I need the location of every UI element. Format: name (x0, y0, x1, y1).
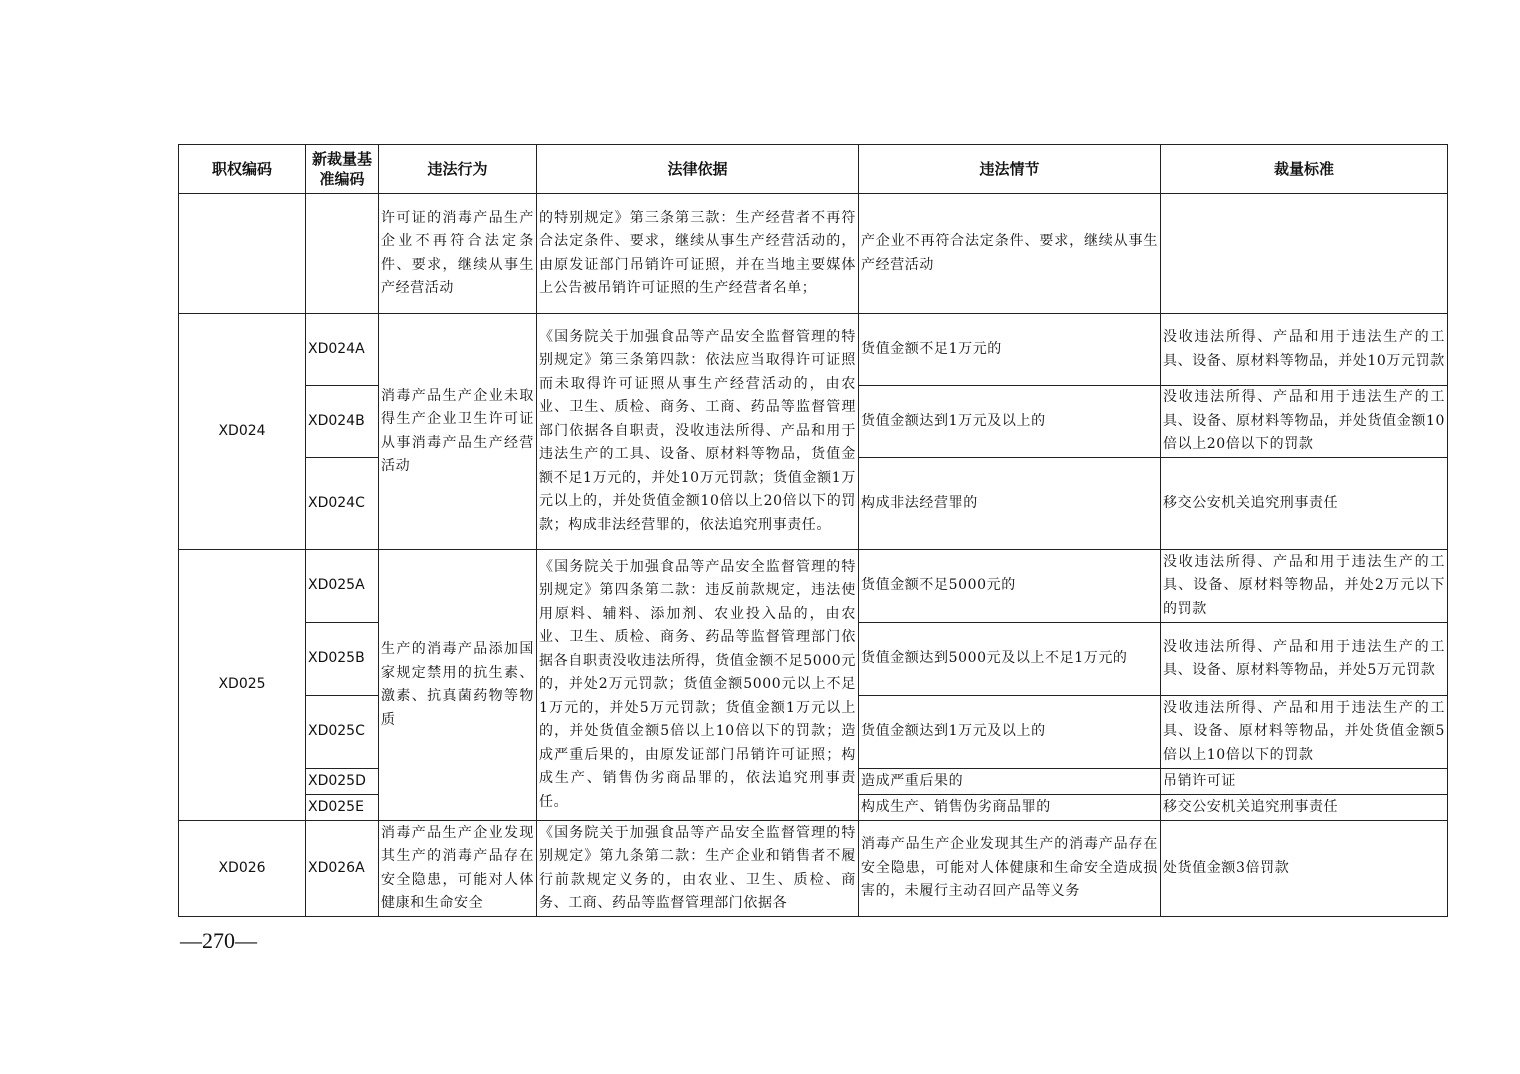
standard-code-cell: XD026A (306, 821, 379, 917)
standard-cell: 没收违法所得、产品和用于违法生产的工具、设备、原材料等物品，并处10万元罚款 (1161, 314, 1448, 386)
standard-cell: 移交公安机关追究刑事责任 (1161, 795, 1448, 821)
standard-cell: 没收违法所得、产品和用于违法生产的工具、设备、原材料等物品，并处2万元以下的罚款 (1161, 550, 1448, 623)
standard-cell: 处货值金额3倍罚款 (1161, 821, 1448, 917)
standard-cell: 移交公安机关追究刑事责任 (1161, 458, 1448, 550)
standard-code-cell: XD024C (306, 458, 379, 550)
standard-code-cell (306, 194, 379, 314)
standard-code-cell: XD024B (306, 386, 379, 458)
header-violation: 违法行为 (379, 145, 537, 194)
table-header-row (179, 145, 1448, 194)
standard-code-cell: XD025D (306, 769, 379, 795)
standard-code-cell: XD025E (306, 795, 379, 821)
legal-basis-cell: 《国务院关于加强食品等产品安全监督管理的特别规定》第九条第二款：生产企业和销售者不履行前款规定义务的，由农业、卫生、质检、商务、工商、药品等监督管理部门依据各 (537, 821, 859, 917)
authority-code-cell (179, 194, 306, 314)
standard-cell: 吊销许可证 (1161, 769, 1448, 795)
standard-code-cell: XD024A (306, 314, 379, 386)
legal-basis-cell: 的特别规定》第三条第三款：生产经营者不再符合法定条件、要求，继续从事生产经营活动的，由原发证部门吊销许可证照，并在当地主要媒体上公告被吊销许可证照的生产经营者名单； (537, 194, 859, 314)
legal-basis-cell: 《国务院关于加强食品等产品安全监督管理的特别规定》第三条第四款：依法应当取得许可证照而未取得许可证照从事生产经营活动的，由农业、卫生、质检、商务、工商、药品等监督管理部门依据各自职责，没收违法所得、产品和用于违法生产的工具、设备、原材料等物品，货值金额不足1万元的，并处10万元罚款；货值金额1万元以上的，并处货值金额10倍以上20倍以下的罚款；构成非法经营罪的，依法追究刑事责任。 (537, 314, 859, 550)
violation-cell: 消毒产品生产企业未取得生产企业卫生许可证从事消毒产品生产经营活动 (379, 314, 537, 550)
circumstances-cell: 构成生产、销售伪劣商品罪的 (859, 795, 1161, 821)
circumstances-cell: 货值金额不足5000元的 (859, 550, 1161, 623)
legal-basis-cell: 《国务院关于加强食品等产品安全监督管理的特别规定》第四条第二款：违反前款规定，违法使用原料、辅料、添加剂、农业投入品的，由农业、卫生、质检、商务、药品等监督管理部门依据各自职责没收违法所得，货值金额不足5000元的，并处2万元罚款；货值金额5000元以上不足1万元的，并处5万元罚款；货值金额1万元以上的，并处货值金额5倍以上10倍以下的罚款；造成严重后果的，由原发证部门吊销许可证照；构成生产、销售伪劣商品罪的，依法追究刑事责任。 (537, 550, 859, 821)
discretion-standard-table (178, 144, 1448, 917)
standard-code-cell: XD025A (306, 550, 379, 623)
authority-code-cell: XD026 (179, 821, 306, 917)
standard-cell: 没收违法所得、产品和用于违法生产的工具、设备、原材料等物品，并处5万元罚款 (1161, 623, 1448, 696)
circumstances-cell: 构成非法经营罪的 (859, 458, 1161, 550)
header-discretion-standard: 裁量标准 (1161, 145, 1448, 194)
violation-cell: 生产的消毒产品添加国家规定禁用的抗生素、激素、抗真菌药物等物质 (379, 550, 537, 821)
header-legal-basis: 法律依据 (537, 145, 859, 194)
violation-cell: 许可证的消毒产品生产企业不再符合法定条件、要求，继续从事生产经营活动 (379, 194, 537, 314)
circumstances-cell: 货值金额达到5000元及以上不足1万元的 (859, 623, 1161, 696)
header-new-standard-code: 新裁量基准编码 (306, 145, 379, 194)
standard-code-cell: XD025C (306, 696, 379, 769)
circumstances-cell: 消毒产品生产企业发现其生产的消毒产品存在安全隐患，可能对人体健康和生命安全造成损害的，未履行主动召回产品等义务 (859, 821, 1161, 917)
authority-code-cell: XD025 (179, 550, 306, 821)
table-row (179, 550, 1448, 623)
standard-cell: 没收违法所得、产品和用于违法生产的工具、设备、原材料等物品，并处货值金额10倍以上20倍以下的罚款 (1161, 386, 1448, 458)
page-number: —270— (180, 928, 257, 953)
circumstances-cell: 产企业不再符合法定条件、要求，继续从事生产经营活动 (859, 194, 1161, 314)
standard-code-cell: XD025B (306, 623, 379, 696)
violation-cell: 消毒产品生产企业发现其生产的消毒产品存在安全隐患，可能对人体健康和生命安全 (379, 821, 537, 917)
header-circumstances: 违法情节 (859, 145, 1161, 194)
circumstances-cell: 货值金额达到1万元及以上的 (859, 696, 1161, 769)
standard-cell: 没收违法所得、产品和用于违法生产的工具、设备、原材料等物品，并处货值金额5倍以上10倍以下的罚款 (1161, 696, 1448, 769)
circumstances-cell: 造成严重后果的 (859, 769, 1161, 795)
table-row (179, 821, 1448, 917)
table-row (179, 314, 1448, 386)
authority-code-cell: XD024 (179, 314, 306, 550)
table-row (179, 194, 1448, 314)
standard-cell (1161, 194, 1448, 314)
circumstances-cell: 货值金额达到1万元及以上的 (859, 386, 1161, 458)
header-authority-code: 职权编码 (179, 145, 306, 194)
circumstances-cell: 货值金额不足1万元的 (859, 314, 1161, 386)
